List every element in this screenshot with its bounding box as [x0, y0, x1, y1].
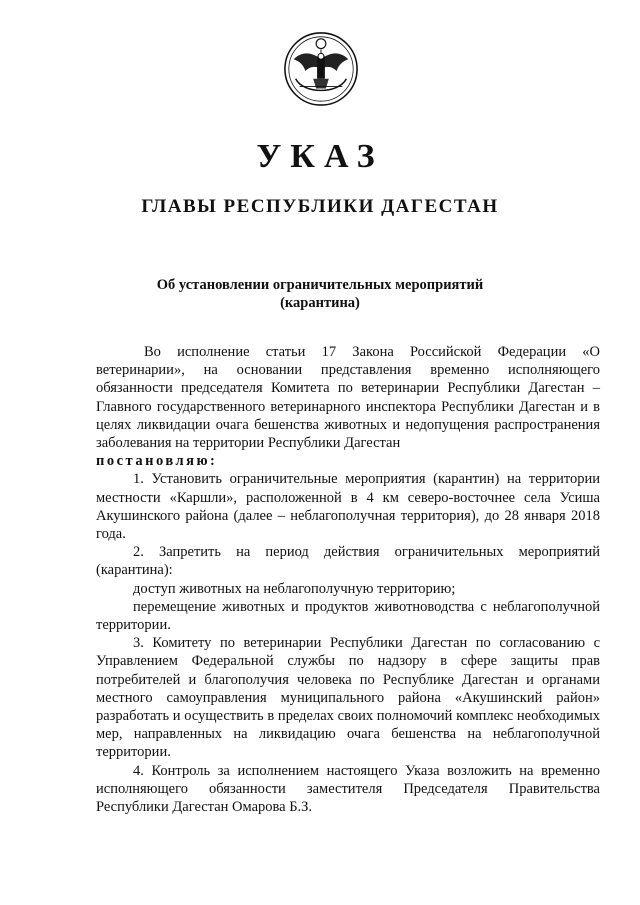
document-title: УКАЗ: [256, 138, 384, 175]
emblem-graphic: [282, 30, 360, 108]
document-subtitle: ГЛАВЫ РЕСПУБЛИКИ ДАГЕСТАН: [141, 196, 499, 217]
paragraph-1: 1. Установить ограничительные мероприятия (карантин) на территории местности «Каршли», расположенной в 4 км северо-восточнее села Усиша Акушинского района (далее – неблагополучная территория), до 28 января 2018 года.: [96, 471, 600, 543]
decree-heading-line1: Об установлении ограничительных мероприятий: [156, 277, 484, 293]
decree-keyword: постановляю:: [96, 453, 218, 470]
decree-body: [96, 343, 600, 816]
paragraph-4: 4. Контроль за исполнением настоящего Указа возложить на временно исполняющего обязанности заместителя Председателя Правительства Республики Дагестан Омарова Б.З.: [96, 762, 600, 816]
preamble-paragraph: Во исполнение статьи 17 Закона Российской Федерации «О ветеринарии», на основании представления временно исполняющего обязанности председателя Комитета по ветеринарии Республики Дагестан – Главного государственного ветеринарного инспектора Республики Дагестан и в целях ликвидации очага бешенства животных и недопущения распространения заболевания на территории Республики Дагестан: [96, 344, 600, 452]
paragraph-2a: доступ животных на неблагополучную территорию;: [133, 580, 456, 597]
paragraph-2: 2. Запретить на период действия ограничительных мероприятий (карантина):: [96, 544, 600, 579]
decree-heading: [0, 276, 640, 312]
paragraph-3: 3. Комитету по ветеринарии Республики Дагестан по согласованию с Управлением Федеральной службы по надзору в сфере защиты прав потребителей и благополучия человека по Республике Дагестан и органами местного самоуправления муниципального района «Акушинский район» разработать и осуществить в пределах своих полномочий комплекс необходимых мер, направленных на ликвидацию очага бешенства на неблагополучной территории.: [96, 635, 600, 761]
decree-heading-line2: (карантина): [280, 295, 360, 311]
dagestan-coat-of-arms-icon: [282, 30, 360, 108]
paragraph-2b: перемещение животных и продуктов животноводства с неблагополучной территории.: [96, 598, 600, 634]
